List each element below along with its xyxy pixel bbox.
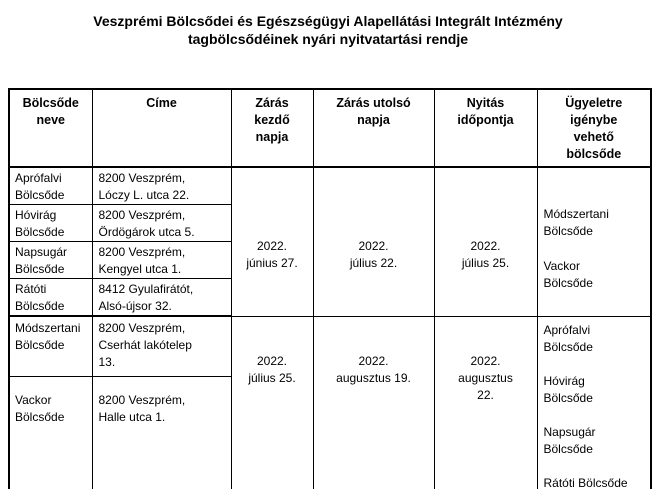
header-duty-nursery: Ügyeletre igénybe vehető bölcsőde	[537, 89, 651, 167]
nursery-address-cell: 8200 Veszprém, Halle utca 1.	[92, 377, 231, 489]
closing-end-date-cell: 2022. július 22.	[313, 167, 434, 316]
duty-nursery-item: Vackor Bölcsőde	[543, 259, 593, 290]
nursery-address-cell: 8200 Veszprém, Lóczy L. utca 22.	[92, 167, 231, 205]
nursery-name-cell: Hóvirág Bölcsőde	[9, 205, 92, 242]
schedule-table	[8, 88, 652, 489]
closing-end-date-cell: 2022. augusztus 19.	[313, 316, 434, 489]
header-opening: Nyitás időpontja	[434, 89, 537, 167]
duty-nursery-item: Rátóti Bölcsőde	[543, 475, 628, 489]
opening-date-cell: 2022. augusztus 22.	[434, 316, 537, 489]
header-row	[9, 89, 651, 167]
closing-start-date-cell: 2022. június 27.	[231, 167, 313, 316]
duty-nursery-item: Aprófalvi Bölcsőde	[543, 322, 593, 354]
header-closing-start: Zárás kezdő napja	[231, 89, 313, 167]
nursery-name-cell: Vackor Bölcsőde	[9, 377, 92, 489]
duty-nursery-item: Hóvirág Bölcsőde	[543, 373, 593, 405]
nursery-address-cell: 8200 Veszprém, Cserhát lakótelep 13.	[92, 316, 231, 377]
nursery-address-cell: 8200 Veszprém, Ördögárok utca 5.	[92, 205, 231, 242]
table-row	[9, 167, 651, 205]
header-address: Címe	[92, 89, 231, 167]
header-closing-end: Zárás utolsó napja	[313, 89, 434, 167]
table-row	[9, 316, 651, 377]
duty-nursery-item: Napsugár Bölcsőde	[543, 424, 596, 456]
title-line-2: tagbölcsődéinek nyári nyitvatartási rendje	[187, 31, 469, 47]
closing-start-date-cell: 2022. július 25.	[231, 316, 313, 489]
nursery-name-cell: Rátóti Bölcsőde	[9, 279, 92, 317]
title-line-1: Veszprémi Bölcsődei és Egészségügyi Alapellátási Integrált Intézmény	[93, 13, 563, 29]
nursery-name-cell: Módszertani Bölcsőde	[9, 316, 92, 377]
nursery-name-cell: Napsugár Bölcsőde	[9, 242, 92, 279]
nursery-name-cell: Aprófalvi Bölcsőde	[9, 167, 92, 205]
nursery-address-cell: 8412 Gyulafirátót, Alsó-újsor 32.	[92, 279, 231, 317]
duty-nurseries-cell	[537, 316, 651, 489]
nursery-address-cell: 8200 Veszprém, Kengyel utca 1.	[92, 242, 231, 279]
page-title	[0, 0, 656, 48]
header-nursery-name: Bölcsőde neve	[9, 89, 92, 167]
opening-date-cell: 2022. július 25.	[434, 167, 537, 316]
duty-nursery-item: Módszertani Bölcsőde	[543, 207, 609, 238]
duty-nurseries-cell	[537, 167, 651, 316]
